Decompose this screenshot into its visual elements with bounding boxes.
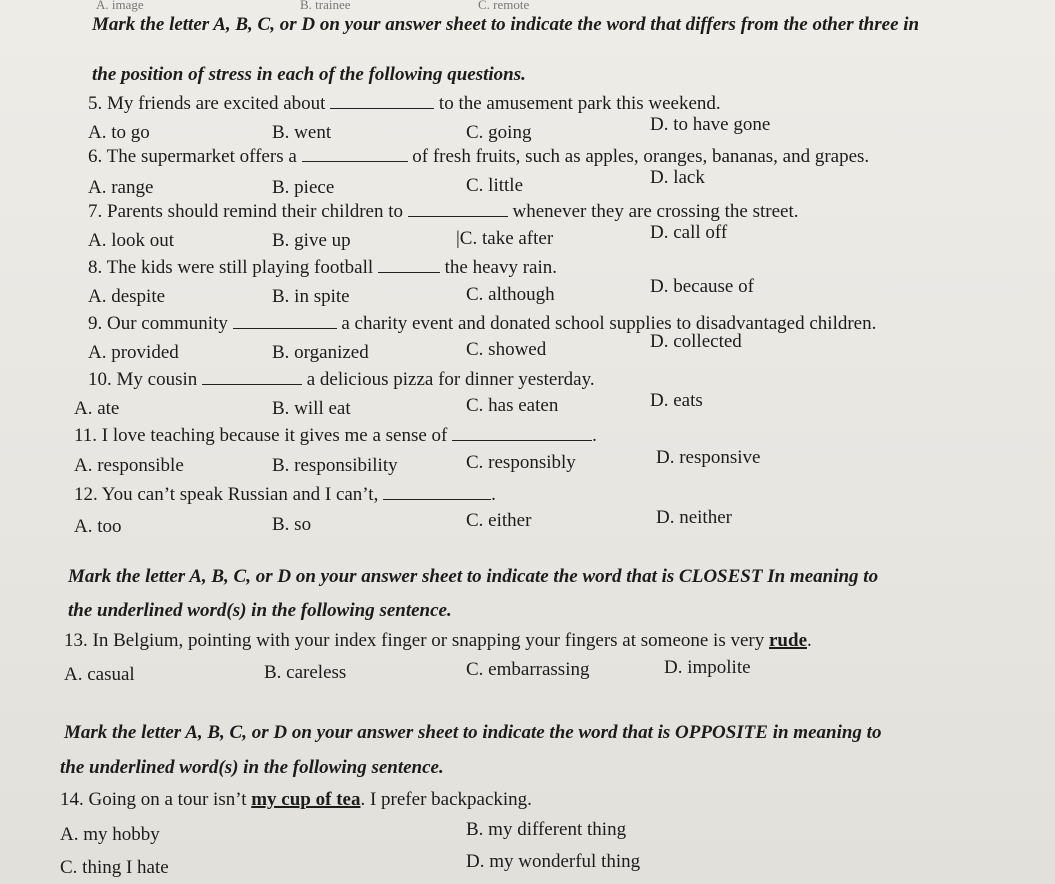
question-6-stem <box>88 146 869 168</box>
q7-option-a: A. look out <box>88 230 175 251</box>
question-12-stem <box>74 484 496 506</box>
q8-option-c: C. although <box>466 284 555 305</box>
question-number: 9. <box>88 313 103 334</box>
q5-option-c: C. going <box>466 122 532 143</box>
answer-blank <box>452 425 592 441</box>
q10-option-b: B. will eat <box>272 398 351 419</box>
question-text: My friends are excited about <box>107 93 326 114</box>
question-number: 6. <box>88 146 103 167</box>
question-text: . <box>491 484 496 505</box>
question-text: Our community <box>107 313 228 334</box>
q8-option-d: D. because of <box>650 276 754 297</box>
question-text: a delicious pizza for dinner yesterday. <box>306 369 595 390</box>
section1-instruction-line2: the position of stress in each of the following questions. <box>92 64 526 85</box>
question-text: of fresh fruits, such as apples, oranges, bananas, and grapes. <box>412 146 870 167</box>
q12-option-d: D. neither <box>656 507 732 528</box>
q12-option-a: A. too <box>74 516 122 537</box>
question-7-stem <box>88 201 798 223</box>
question-13-stem <box>64 630 812 652</box>
question-text: . I prefer backpacking. <box>360 789 532 810</box>
q5-option-a: A. to go <box>88 122 150 143</box>
question-text: to the amusement park this weekend. <box>438 93 721 114</box>
answer-blank <box>330 93 434 109</box>
question-text: . <box>807 630 812 651</box>
question-number: 14. <box>60 789 84 810</box>
q7-option-c: |C. take after <box>456 228 554 249</box>
q11-option-a: A. responsible <box>74 455 184 476</box>
q9-option-c: C. showed <box>466 339 547 360</box>
q14-option-d: D. my wonderful thing <box>466 851 641 872</box>
top-fragment-c: C. remote <box>478 0 530 12</box>
question-number: 13. <box>64 630 88 651</box>
q10-option-d: D. eats <box>650 390 703 411</box>
q9-option-d: D. collected <box>650 331 742 352</box>
section1-instruction-line1: Mark the letter A, B, C, or D on your answer sheet to indicate the word that differs from the other three in <box>92 14 920 35</box>
q6-option-d: D. lack <box>650 167 705 188</box>
question-14-stem <box>60 789 532 811</box>
question-text: The supermarket offers a <box>106 146 297 167</box>
question-text: Going on a tour isn’t <box>88 789 247 810</box>
top-fragment-a: A. image <box>96 0 144 12</box>
q13-option-c: C. embarrassing <box>466 659 590 680</box>
q13-option-b: B. careless <box>264 662 347 683</box>
question-9-stem <box>88 313 876 335</box>
question-text: You can’t speak Russian and I can’t, <box>101 484 379 505</box>
question-11-stem <box>74 425 597 447</box>
q8-option-a: A. despite <box>88 286 166 307</box>
question-text: In Belgium, pointing with your index finger or snapping your fingers at someone is very <box>92 630 765 651</box>
question-text: a charity event and donated school supplies to disadvantaged children. <box>341 313 877 334</box>
question-number: 11. <box>74 425 98 446</box>
question-text: Parents should remind their children to <box>107 201 404 222</box>
q12-option-c: C. either <box>466 510 532 531</box>
q13-option-a: A. casual <box>64 664 135 685</box>
question-number: 8. <box>88 257 103 278</box>
question-number: 12. <box>74 484 98 505</box>
answer-blank <box>378 257 440 273</box>
q11-option-b: B. responsibility <box>272 455 398 476</box>
q11-option-d: D. responsive <box>656 447 761 468</box>
question-number: 7. <box>88 201 103 222</box>
question-number: 5. <box>88 93 103 114</box>
q6-option-a: A. range <box>88 177 154 198</box>
answer-blank <box>408 201 508 217</box>
question-text: whenever they are crossing the street. <box>512 201 799 222</box>
answer-blank <box>383 484 491 500</box>
q8-option-b: B. in spite <box>272 286 350 307</box>
q9-option-a: A. provided <box>88 342 179 363</box>
section3-instruction-line1: Mark the letter A, B, C, or D on your answer sheet to indicate the word that is OPPOSITE in meaning to <box>64 722 882 743</box>
answer-blank <box>202 369 302 385</box>
q14-option-c: C. thing I hate <box>60 857 169 878</box>
q14-option-a: A. my hobby <box>60 824 160 845</box>
question-8-stem <box>88 257 557 279</box>
answer-blank <box>233 313 337 329</box>
question-text: My cousin <box>116 369 198 390</box>
underlined-word: rude <box>769 630 807 651</box>
question-text: I love teaching because it gives me a sense of <box>101 425 448 446</box>
question-text: The kids were still playing football <box>106 257 374 278</box>
underlined-phrase: my cup of tea <box>251 789 361 810</box>
q12-option-b: B. so <box>272 514 312 535</box>
q5-option-b: B. went <box>272 122 332 143</box>
q5-option-d: D. to have gone <box>650 114 771 135</box>
q13-option-d: D. impolite <box>664 657 751 678</box>
section2-instruction-line1: Mark the letter A, B, C, or D on your answer sheet to indicate the word that is CLOSEST In meaning to <box>68 566 879 587</box>
q6-option-c: C. little <box>466 175 523 196</box>
q9-option-b: B. organized <box>272 342 369 363</box>
q7-option-b: B. give up <box>272 230 351 251</box>
q14-option-b: B. my different thing <box>466 819 627 840</box>
question-text: . <box>592 425 597 446</box>
q11-option-c: C. responsibly <box>466 452 576 473</box>
q10-option-a: A. ate <box>74 398 120 419</box>
question-number: 10. <box>88 369 112 390</box>
q7-option-d: D. call off <box>650 222 728 243</box>
question-text: the heavy rain. <box>444 257 558 278</box>
question-5-stem <box>88 93 721 115</box>
section3-instruction-line2: the underlined word(s) in the following sentence. <box>60 757 444 778</box>
q10-option-c: C. has eaten <box>466 395 559 416</box>
question-10-stem <box>88 369 595 391</box>
section2-instruction-line2: the underlined word(s) in the following sentence. <box>68 600 452 621</box>
q6-option-b: B. piece <box>272 177 335 198</box>
answer-blank <box>302 146 408 162</box>
top-fragment-b: B. trainee <box>300 0 351 12</box>
